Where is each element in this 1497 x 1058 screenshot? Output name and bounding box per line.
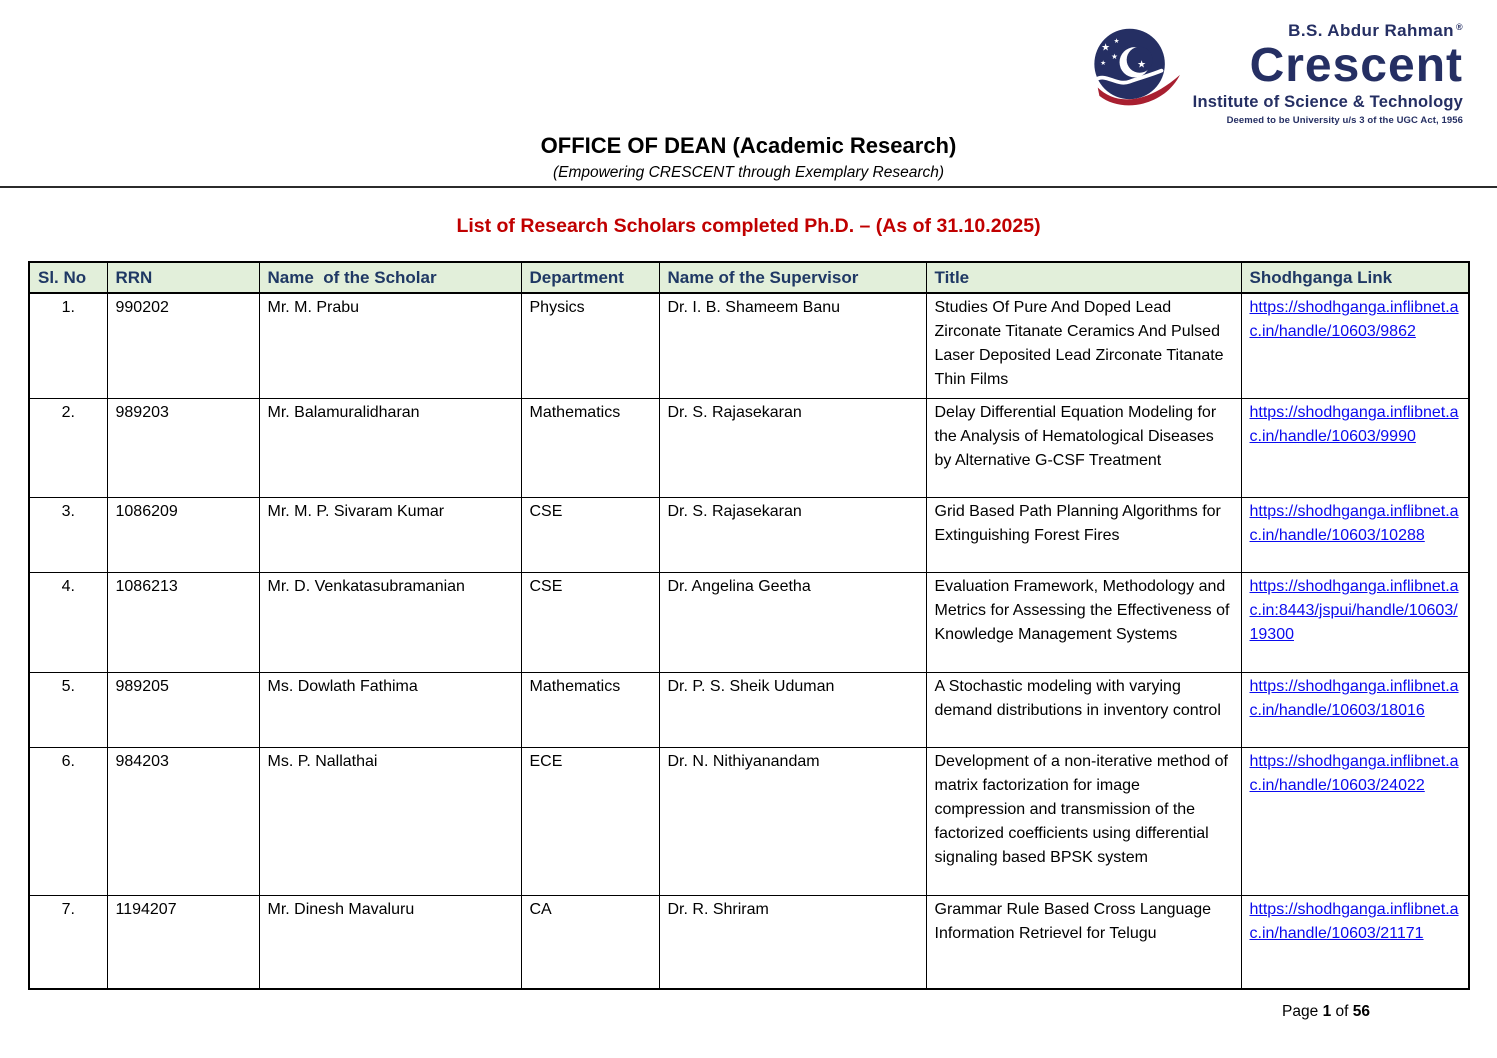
table-header-row xyxy=(29,262,1469,293)
rrn-cell: 1194207 xyxy=(107,896,259,989)
table-row xyxy=(29,748,1469,896)
department-cell: CSE xyxy=(521,498,659,573)
scholar-name-cell: Ms. P. Nallathai xyxy=(259,748,521,896)
shodhganga-link[interactable]: https://shodhganga.inflibnet.ac.in/handle/10603/21171 xyxy=(1249,901,1459,942)
brand-tagline: Deemed to be University u/s 3 of the UGC Act, 1956 xyxy=(1226,114,1463,126)
shodhganga-link-cell xyxy=(1241,673,1469,748)
brand-name: Crescent xyxy=(1249,38,1463,92)
table-row xyxy=(29,498,1469,573)
thesis-title-cell: Grid Based Path Planning Algorithms for Extinguishing Forest Fires xyxy=(926,498,1241,573)
department-cell: CSE xyxy=(521,573,659,673)
col-header-sl-no: Sl. No xyxy=(29,262,107,293)
table-row xyxy=(29,673,1469,748)
footer-page-number: 1 xyxy=(1322,1003,1332,1020)
shodhganga-link[interactable]: https://shodhganga.inflibnet.ac.in/handle/10603/9990 xyxy=(1249,404,1459,445)
header-divider xyxy=(0,186,1497,188)
col-header-supervisor: Name of the Supervisor xyxy=(659,262,926,293)
scholars-table xyxy=(28,261,1470,990)
sl-no-cell: 1. xyxy=(29,293,107,399)
footer-page-total: 56 xyxy=(1352,1003,1370,1020)
shodhganga-link[interactable]: https://shodhganga.inflibnet.ac.in:8443/jspui/handle/10603/19300 xyxy=(1249,578,1459,643)
page-title: OFFICE OF DEAN (Academic Research) xyxy=(540,133,957,158)
shodhganga-link-cell xyxy=(1241,498,1469,573)
department-cell: ECE xyxy=(521,748,659,896)
rrn-cell: 1086213 xyxy=(107,573,259,673)
crescent-logo xyxy=(1091,22,1463,126)
rrn-cell: 990202 xyxy=(107,293,259,399)
col-header-department: Department xyxy=(521,262,659,293)
thesis-title-cell: Delay Differential Equation Modeling for the Analysis of Hematological Diseases by Alternative G-CSF Treatment xyxy=(926,399,1241,498)
supervisor-cell: Dr. P. S. Sheik Uduman xyxy=(659,673,926,748)
scholar-name-cell: Mr. Dinesh Mavaluru xyxy=(259,896,521,989)
sl-no-cell: 4. xyxy=(29,573,107,673)
page-footer xyxy=(1282,1003,1370,1021)
rrn-cell: 989205 xyxy=(107,673,259,748)
star-icon: ★ xyxy=(1100,42,1110,54)
star-icon: ★ xyxy=(1110,51,1118,61)
brand-top-line xyxy=(1288,22,1463,41)
thesis-title-cell: Evaluation Framework, Methodology and Metrics for Assessing the Effectiveness of Knowledge Management Systems xyxy=(926,573,1241,673)
scholars-table-body xyxy=(29,293,1469,989)
scholar-name-cell: Mr. M. Prabu xyxy=(259,293,521,399)
shodhganga-link-cell xyxy=(1241,399,1469,498)
shodhganga-link[interactable]: https://shodhganga.inflibnet.ac.in/handle/10603/10288 xyxy=(1249,503,1459,544)
department-cell: Mathematics xyxy=(521,399,659,498)
supervisor-cell: Dr. S. Rajasekaran xyxy=(659,498,926,573)
shodhganga-link[interactable]: https://shodhganga.inflibnet.ac.in/handle/10603/18016 xyxy=(1249,678,1459,719)
list-heading: List of Research Scholars completed Ph.D. – (As of 31.10.2025) xyxy=(456,215,1041,237)
supervisor-cell: Dr. I. B. Shameem Banu xyxy=(659,293,926,399)
thesis-title-cell: Development of a non-iterative method of matrix factorization for image compression and transmission of the factorized coefficients using differential signaling based BPSK system xyxy=(926,748,1241,896)
col-header-scholar-name: Name of the Scholar xyxy=(259,262,521,293)
footer-of-label: of xyxy=(1335,1003,1349,1020)
star-icon: ★ xyxy=(1099,59,1106,67)
sl-no-cell: 6. xyxy=(29,748,107,896)
thesis-title-cell: Studies Of Pure And Doped Lead Zirconate Titanate Ceramics And Pulsed Laser Deposited Lead Zirconate Titanate Thin Films xyxy=(926,293,1241,399)
rrn-cell: 1086209 xyxy=(107,498,259,573)
shodhganga-link-cell xyxy=(1241,293,1469,399)
col-header-title: Title xyxy=(926,262,1241,293)
crescent-logo-emblem xyxy=(1091,22,1185,116)
shodhganga-link-cell xyxy=(1241,748,1469,896)
scholar-name-cell: Ms. Dowlath Fathima xyxy=(259,673,521,748)
shodhganga-link-cell xyxy=(1241,573,1469,673)
scholar-name-cell: Mr. M. P. Sivaram Kumar xyxy=(259,498,521,573)
table-row xyxy=(29,399,1469,498)
star-icon: ★ xyxy=(1136,59,1146,71)
page-subtitle: (Empowering CRESCENT through Exemplary Research) xyxy=(552,164,945,181)
supervisor-cell: Dr. N. Nithiyanandam xyxy=(659,748,926,896)
department-cell: Physics xyxy=(521,293,659,399)
brand-founder-name: B.S. Abdur Rahman xyxy=(1288,21,1454,40)
scholar-name-cell: Mr. D. Venkatasubramanian xyxy=(259,573,521,673)
thesis-title-cell: A Stochastic modeling with varying demand distributions in inventory control xyxy=(926,673,1241,748)
table-row xyxy=(29,896,1469,989)
shodhganga-link[interactable]: https://shodhganga.inflibnet.ac.in/handle/10603/24022 xyxy=(1249,753,1459,794)
col-header-rrn: RRN xyxy=(107,262,259,293)
scholar-name-cell: Mr. Balamuralidharan xyxy=(259,399,521,498)
sl-no-cell: 5. xyxy=(29,673,107,748)
star-icon: ★ xyxy=(1113,37,1120,45)
brand-text-block xyxy=(1193,22,1463,126)
thesis-title-cell: Grammar Rule Based Cross Language Information Retrievel for Telugu xyxy=(926,896,1241,989)
supervisor-cell: Dr. Angelina Geetha xyxy=(659,573,926,673)
sl-no-cell: 3. xyxy=(29,498,107,573)
footer-page-label: Page xyxy=(1282,1003,1319,1020)
sl-no-cell: 2. xyxy=(29,399,107,498)
registered-trademark-icon: ® xyxy=(1455,22,1463,32)
table-row xyxy=(29,573,1469,673)
supervisor-cell: Dr. S. Rajasekaran xyxy=(659,399,926,498)
sl-no-cell: 7. xyxy=(29,896,107,989)
department-cell: CA xyxy=(521,896,659,989)
rrn-cell: 989203 xyxy=(107,399,259,498)
shodhganga-link[interactable]: https://shodhganga.inflibnet.ac.in/handle/10603/9862 xyxy=(1249,299,1459,340)
supervisor-cell: Dr. R. Shriram xyxy=(659,896,926,989)
brand-subtitle: Institute of Science & Technology xyxy=(1192,92,1463,111)
rrn-cell: 984203 xyxy=(107,748,259,896)
table-row xyxy=(29,293,1469,399)
shodhganga-link-cell xyxy=(1241,896,1469,989)
col-header-shodhganga-link: Shodhganga Link xyxy=(1241,262,1469,293)
department-cell: Mathematics xyxy=(521,673,659,748)
